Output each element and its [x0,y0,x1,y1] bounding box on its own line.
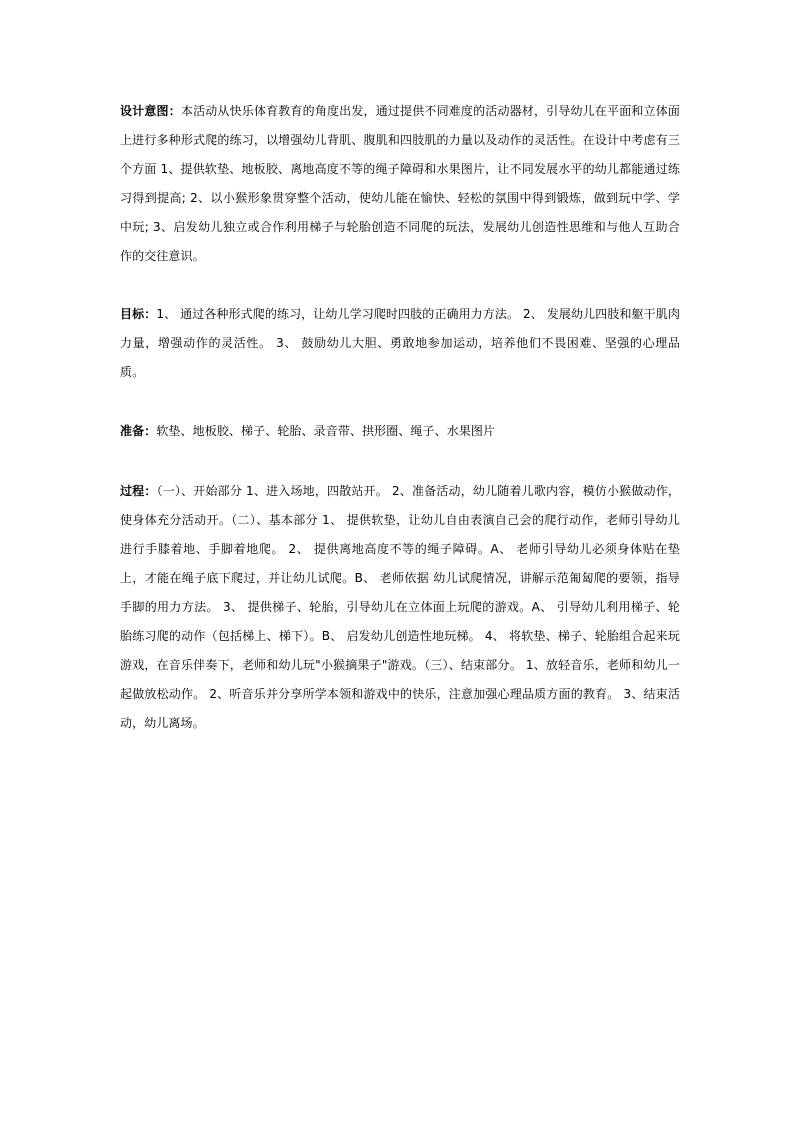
section-text: （一）、开始部分 1、进入场地，四散站开。 2、准备活动，幼儿随着儿歌内容，模仿小猴做动作，使身体充分活动开。（二）、基本部分 1、 提供软垫，让幼儿自由表演自己会的爬行动作，老师引导幼儿进行手膝着地、手脚着地爬。 2、 提供离地高度不等的绳子障碍。A、 老师引导幼儿必须身体贴在垫上，才能在绳子底下爬过，并让幼儿试爬。B、 老师依据 幼儿试爬情况，讲解示范匍匐爬的要领，指导手脚的用力方法。 3、 提供梯子、轮胎，引导幼儿在立体面上玩爬的游戏。A、 引导幼儿利用梯子、轮胎练习爬的动作（包括梯上、梯下）。B、 启发幼儿创造性地玩梯。 4、 将软垫、梯子、轮胎组合起来玩游戏，在音乐伴奏下，老师和幼儿玩"小猴摘果子"游戏。（三）、结束部分。 1、放轻音乐，老师和幼儿一起做放松动作。 2、听音乐并分享所学本领和游戏中的快乐，注意加强心理品质方面的教育。 3、结束活动，幼儿离场。 [120,484,680,730]
section-process [120,477,680,738]
section-heading: 设计意图： [120,104,181,118]
section-heading: 准备： [120,424,157,438]
section-design-intent [120,97,680,271]
section-preparation [120,417,680,446]
section-text: 本活动从快乐体育教育的角度出发，通过提供不同难度的活动器材，引导幼儿在平面和立体面上进行多种形式爬的练习，以增强幼儿背肌、腹肌和四肢肌的力量以及动作的灵活性。在设计中考虑有三个方面 1、提供软垫、地板胶、离地高度不等的绳子障碍和水果图片，让不同发展水平的幼儿都能通过练习得到提高; 2、以小猴形象贯穿整个活动，使幼儿能在愉快、轻松的氛围中得到锻炼，做到玩中学、学中玩; 3、启发幼儿独立或合作利用梯子与轮胎创造不同爬的玩法，发展幼儿创造性思维和与他人互助合作的交往意识。 [120,104,680,263]
document-body [120,97,680,738]
section-goals [120,300,680,387]
section-heading: 目标： [120,307,157,321]
section-heading: 过程： [120,484,157,498]
section-text: 1、 通过各种形式爬的练习，让幼儿学习爬时四肢的正确用力方法。 2、 发展幼儿四肢和躯干肌肉力量，增强动作的灵活性。 3、 鼓励幼儿大胆、勇敢地参加运动，培养他们不畏困难、坚强的心理品质。 [120,307,680,379]
section-text: 软垫、地板胶、梯子、轮胎、录音带、拱形圈、绳子、水果图片 [156,424,496,438]
